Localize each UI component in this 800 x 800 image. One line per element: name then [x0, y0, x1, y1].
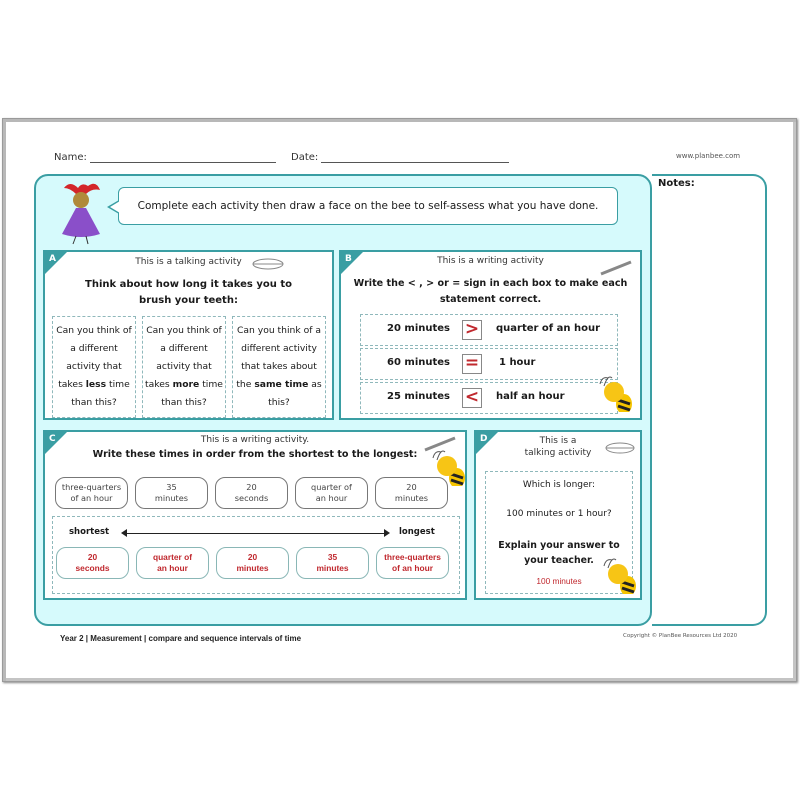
card-letter: D: [480, 434, 488, 444]
name-label: Name:: [54, 152, 87, 163]
arrow-right-icon: [384, 529, 390, 537]
activity-card-c: [43, 430, 467, 600]
options-text: 100 minutes or 1 hour?: [506, 509, 612, 519]
activity-type: This is a talking activity: [524, 436, 592, 458]
comparison-row: 60 minutes = 1 hour: [360, 348, 618, 380]
arrow-left-icon: [121, 529, 127, 537]
card-c-instruction: Write these times in order from the shortest to the longest:: [92, 449, 418, 460]
comparison-row: 20 minutes > quarter of an hour: [360, 314, 618, 346]
shortest-label: shortest: [69, 527, 110, 537]
time-card: 20 minutes: [375, 477, 448, 509]
bee-self-assess-icon[interactable]: [602, 556, 636, 594]
activity-card-b: [339, 250, 642, 420]
question-box-more: Can you think of a different activity that takes more time than this?: [142, 316, 226, 418]
answer-slot[interactable]: quarter of an hour: [136, 547, 209, 579]
time-card: three-quarters of an hour: [55, 477, 128, 509]
instruction-bubble: Complete each activity then draw a face on the bee to self-assess what you have done.: [118, 187, 618, 225]
sign-box[interactable]: <: [462, 388, 482, 408]
name-line[interactable]: [90, 153, 276, 163]
longest-label: longest: [399, 527, 435, 537]
card-letter: B: [345, 254, 352, 264]
question-box-same: Can you think of a different activity that takes about the same time as this?: [232, 316, 326, 418]
activity-card-d: [474, 430, 642, 600]
ordering-area: [52, 516, 460, 594]
time-card: 20 seconds: [215, 477, 288, 509]
time-card: 35 minutes: [135, 477, 208, 509]
pencil-icon: [599, 260, 635, 276]
question-text: Which is longer:: [522, 480, 596, 490]
activity-type: This is a writing activity.: [200, 435, 310, 445]
time-card: quarter of an hour: [295, 477, 368, 509]
comparison-row: 25 minutes < half an hour: [360, 382, 618, 414]
lips-icon: [604, 442, 636, 454]
card-b-instruction: Write the < , > or = sign in each box to make each statement correct.: [353, 278, 628, 305]
card-a-instruction: Think about how long it takes you to brush your teeth:: [85, 279, 292, 306]
footer-subject: Year 2 | Measurement | compare and sequence intervals of time: [60, 634, 302, 643]
answer-slot[interactable]: 20 minutes: [216, 547, 289, 579]
lips-icon: [251, 258, 285, 270]
website-url: www.planbee.com: [676, 152, 741, 160]
sign-box[interactable]: >: [462, 320, 482, 340]
answer-slot[interactable]: three-quarters of an hour: [376, 547, 449, 579]
answer-slot[interactable]: 20 seconds: [56, 547, 129, 579]
activity-card-a: [43, 250, 334, 420]
explain-text: Explain your answer to your teacher.: [498, 540, 620, 566]
notes-label: Notes:: [658, 178, 695, 189]
activity-type: This is a writing activity: [437, 256, 544, 266]
card-letter: C: [49, 434, 56, 444]
answer-slot[interactable]: 35 minutes: [296, 547, 369, 579]
date-field[interactable]: [291, 152, 509, 163]
date-label: Date:: [291, 152, 319, 163]
sign-box[interactable]: =: [462, 354, 482, 374]
question-box-less: Can you think of a different activity that takes less time than this?: [52, 316, 136, 418]
timeline-arrow: [123, 533, 385, 534]
copyright: Copyright © PlanBee Resources Ltd 2020: [623, 633, 738, 639]
girl-illustration-icon: [56, 180, 106, 246]
name-field[interactable]: [54, 152, 276, 163]
card-letter: A: [49, 254, 56, 264]
answer-text: 100 minutes: [536, 576, 582, 586]
notes-panel[interactable]: [652, 174, 767, 626]
date-line[interactable]: [321, 153, 509, 163]
activity-type: This is a talking activity: [135, 257, 242, 267]
bee-self-assess-icon[interactable]: [598, 374, 632, 412]
